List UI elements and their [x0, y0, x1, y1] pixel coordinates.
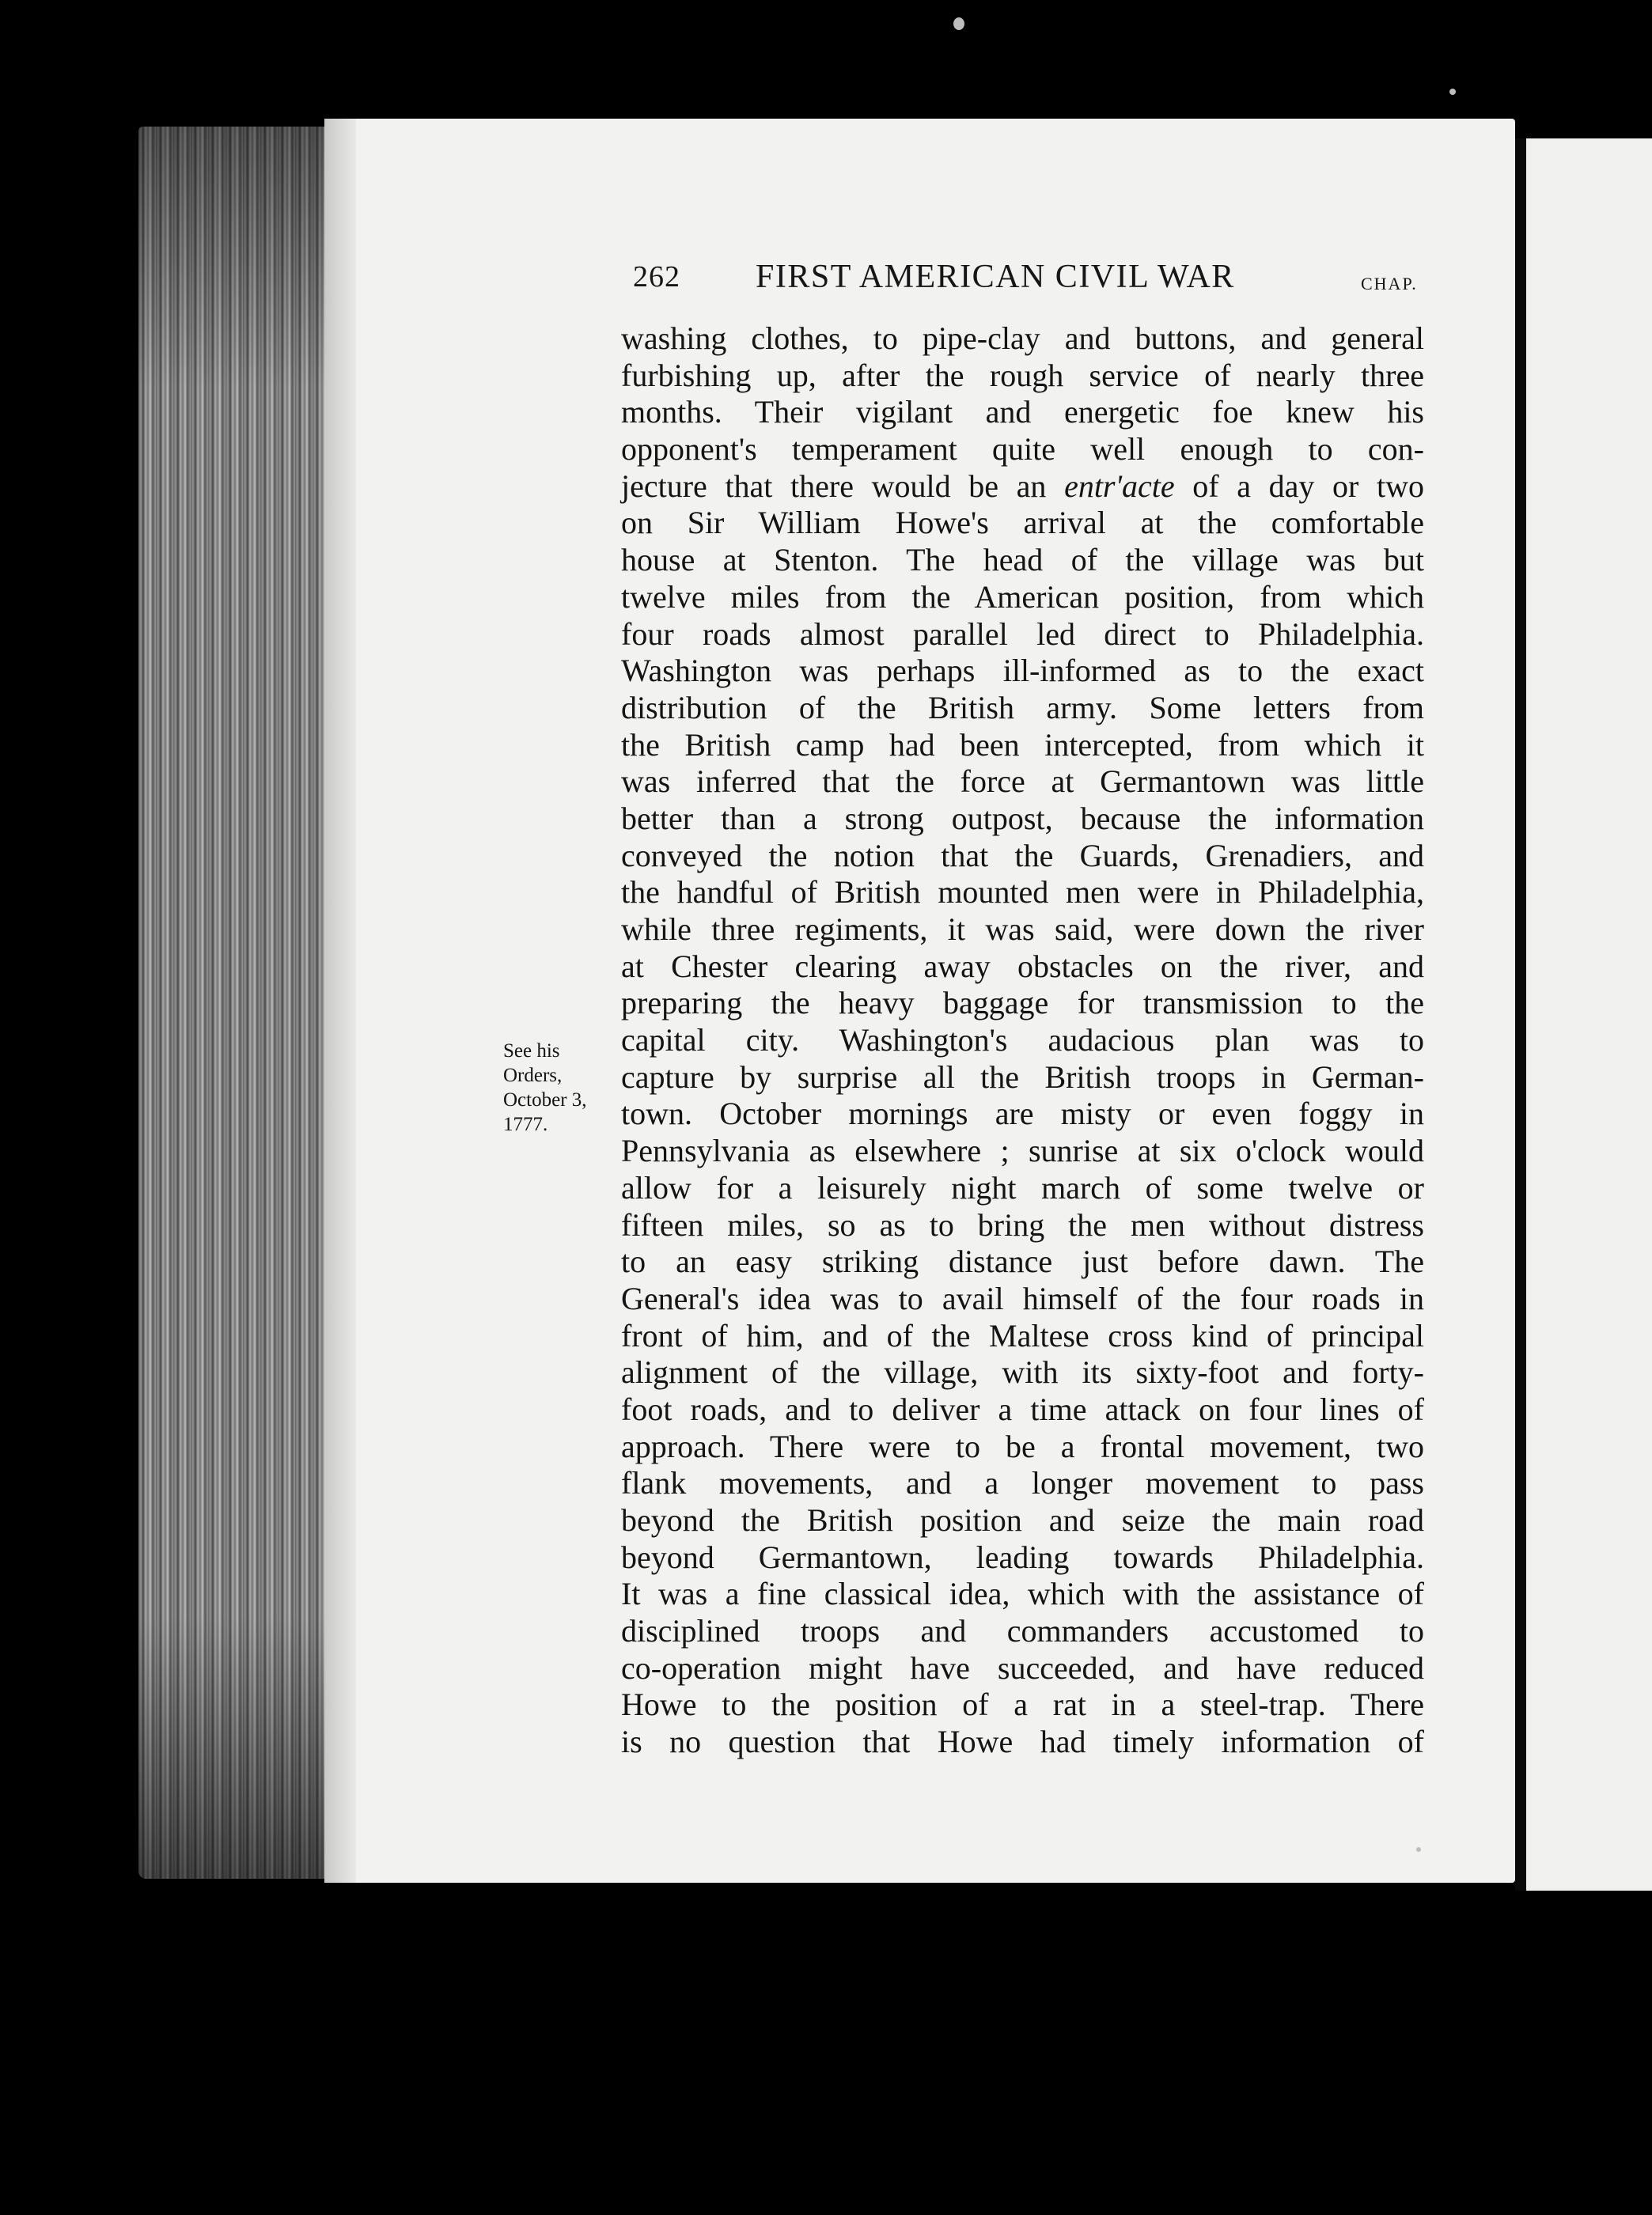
body-line: jecture that there would be an entr'acte of a day or two [621, 468, 1424, 504]
body-line: alignment of the village, with its sixty-foot and forty- [621, 1354, 1424, 1391]
margin-note-line: See his [503, 1040, 560, 1062]
body-line: Howe to the position of a rat in a steel-trap. There [621, 1687, 1424, 1723]
dust-speck [1449, 89, 1456, 95]
running-title: FIRST AMERICAN CIVIL WAR [756, 259, 1235, 295]
body-line: capture by surprise all the British troops in German- [621, 1058, 1424, 1095]
body-line: furbishing up, after the rough service of nearly three [621, 357, 1424, 393]
body-line: is no question that Howe had timely information of [621, 1724, 1424, 1760]
body-line: while three regiments, it was said, were down the river [621, 911, 1424, 947]
dust-speck [1416, 1847, 1421, 1852]
body-line: washing clothes, to pipe-clay and buttons, and general [621, 320, 1424, 356]
margin-note-line: 1777. [503, 1114, 548, 1135]
body-line: house at Stenton. The head of the village was but [621, 542, 1424, 578]
body-line: foot roads, and to deliver a time attack on four lines of [621, 1391, 1424, 1427]
dust-speck [953, 17, 964, 30]
body-line: was inferred that the force at Germantown was little [621, 763, 1424, 800]
italic-term: entr'acte [1064, 468, 1175, 504]
body-line: General's idea was to avail himself of the four roads in [621, 1280, 1424, 1316]
body-line: fifteen miles, so as to bring the men without distress [621, 1206, 1424, 1243]
body-line: months. Their vigilant and energetic foe knew his [621, 394, 1424, 430]
page-stack-shadow [138, 127, 352, 1879]
body-line: at Chester clearing away obstacles on the river, and [621, 948, 1424, 984]
body-line: town. October mornings are misty or even foggy in [621, 1096, 1424, 1132]
body-line: disciplined troops and commanders accustomed to [621, 1613, 1424, 1649]
body-line: opponent's temperament quite well enough to con- [621, 431, 1424, 468]
running-head [633, 259, 1424, 307]
body-line: allow for a leisurely night march of some twelve or [621, 1169, 1424, 1206]
body-line: beyond Germantown, leading towards Philadelphia. [621, 1539, 1424, 1575]
body-line: on Sir William Howe's arrival at the comfortable [621, 505, 1424, 541]
body-line: four roads almost parallel led direct to Philadelphia. [621, 615, 1424, 652]
body-line: flank movements, and a longer movement to pass [621, 1465, 1424, 1501]
body-line: preparing the heavy baggage for transmission to the [621, 985, 1424, 1021]
body-line: Pennsylvania as elsewhere ; sunrise at six o'clock would [621, 1133, 1424, 1169]
page-gutter [324, 119, 356, 1883]
body-text [621, 320, 1424, 1761]
body-line: better than a strong outpost, because the information [621, 800, 1424, 836]
body-line: It was a fine classical idea, which with the assistance of [621, 1576, 1424, 1612]
body-line: capital city. Washington's audacious plan was to [621, 1022, 1424, 1058]
page-divider [1515, 138, 1526, 1891]
body-line: the British camp had been intercepted, from which it [621, 726, 1424, 763]
margin-note-line: October 3, [503, 1089, 587, 1111]
page-number: 262 [633, 260, 680, 293]
body-line: front of him, and of the Maltese cross kind of principal [621, 1317, 1424, 1354]
body-line: beyond the British position and seize the main road [621, 1502, 1424, 1538]
body-line: co-operation might have succeeded, and have reduced [621, 1649, 1424, 1686]
body-line: twelve miles from the American position, from which [621, 578, 1424, 615]
body-line: to an easy striking distance just before dawn. The [621, 1244, 1424, 1280]
body-line: conveyed the notion that the Guards, Grenadiers, and [621, 837, 1424, 873]
body-line: distribution of the British army. Some letters from [621, 689, 1424, 725]
margin-note [503, 1039, 622, 1137]
body-line: the handful of British mounted men were in Philadelphia, [621, 874, 1424, 911]
margin-note-line: Orders, [503, 1065, 563, 1086]
body-line: approach. There were to be a frontal movement, two [621, 1428, 1424, 1464]
facing-page-edge [1526, 138, 1652, 1891]
body-line: Washington was perhaps ill-informed as to the exact [621, 653, 1424, 689]
chapter-label: CHAP. [1361, 274, 1418, 293]
